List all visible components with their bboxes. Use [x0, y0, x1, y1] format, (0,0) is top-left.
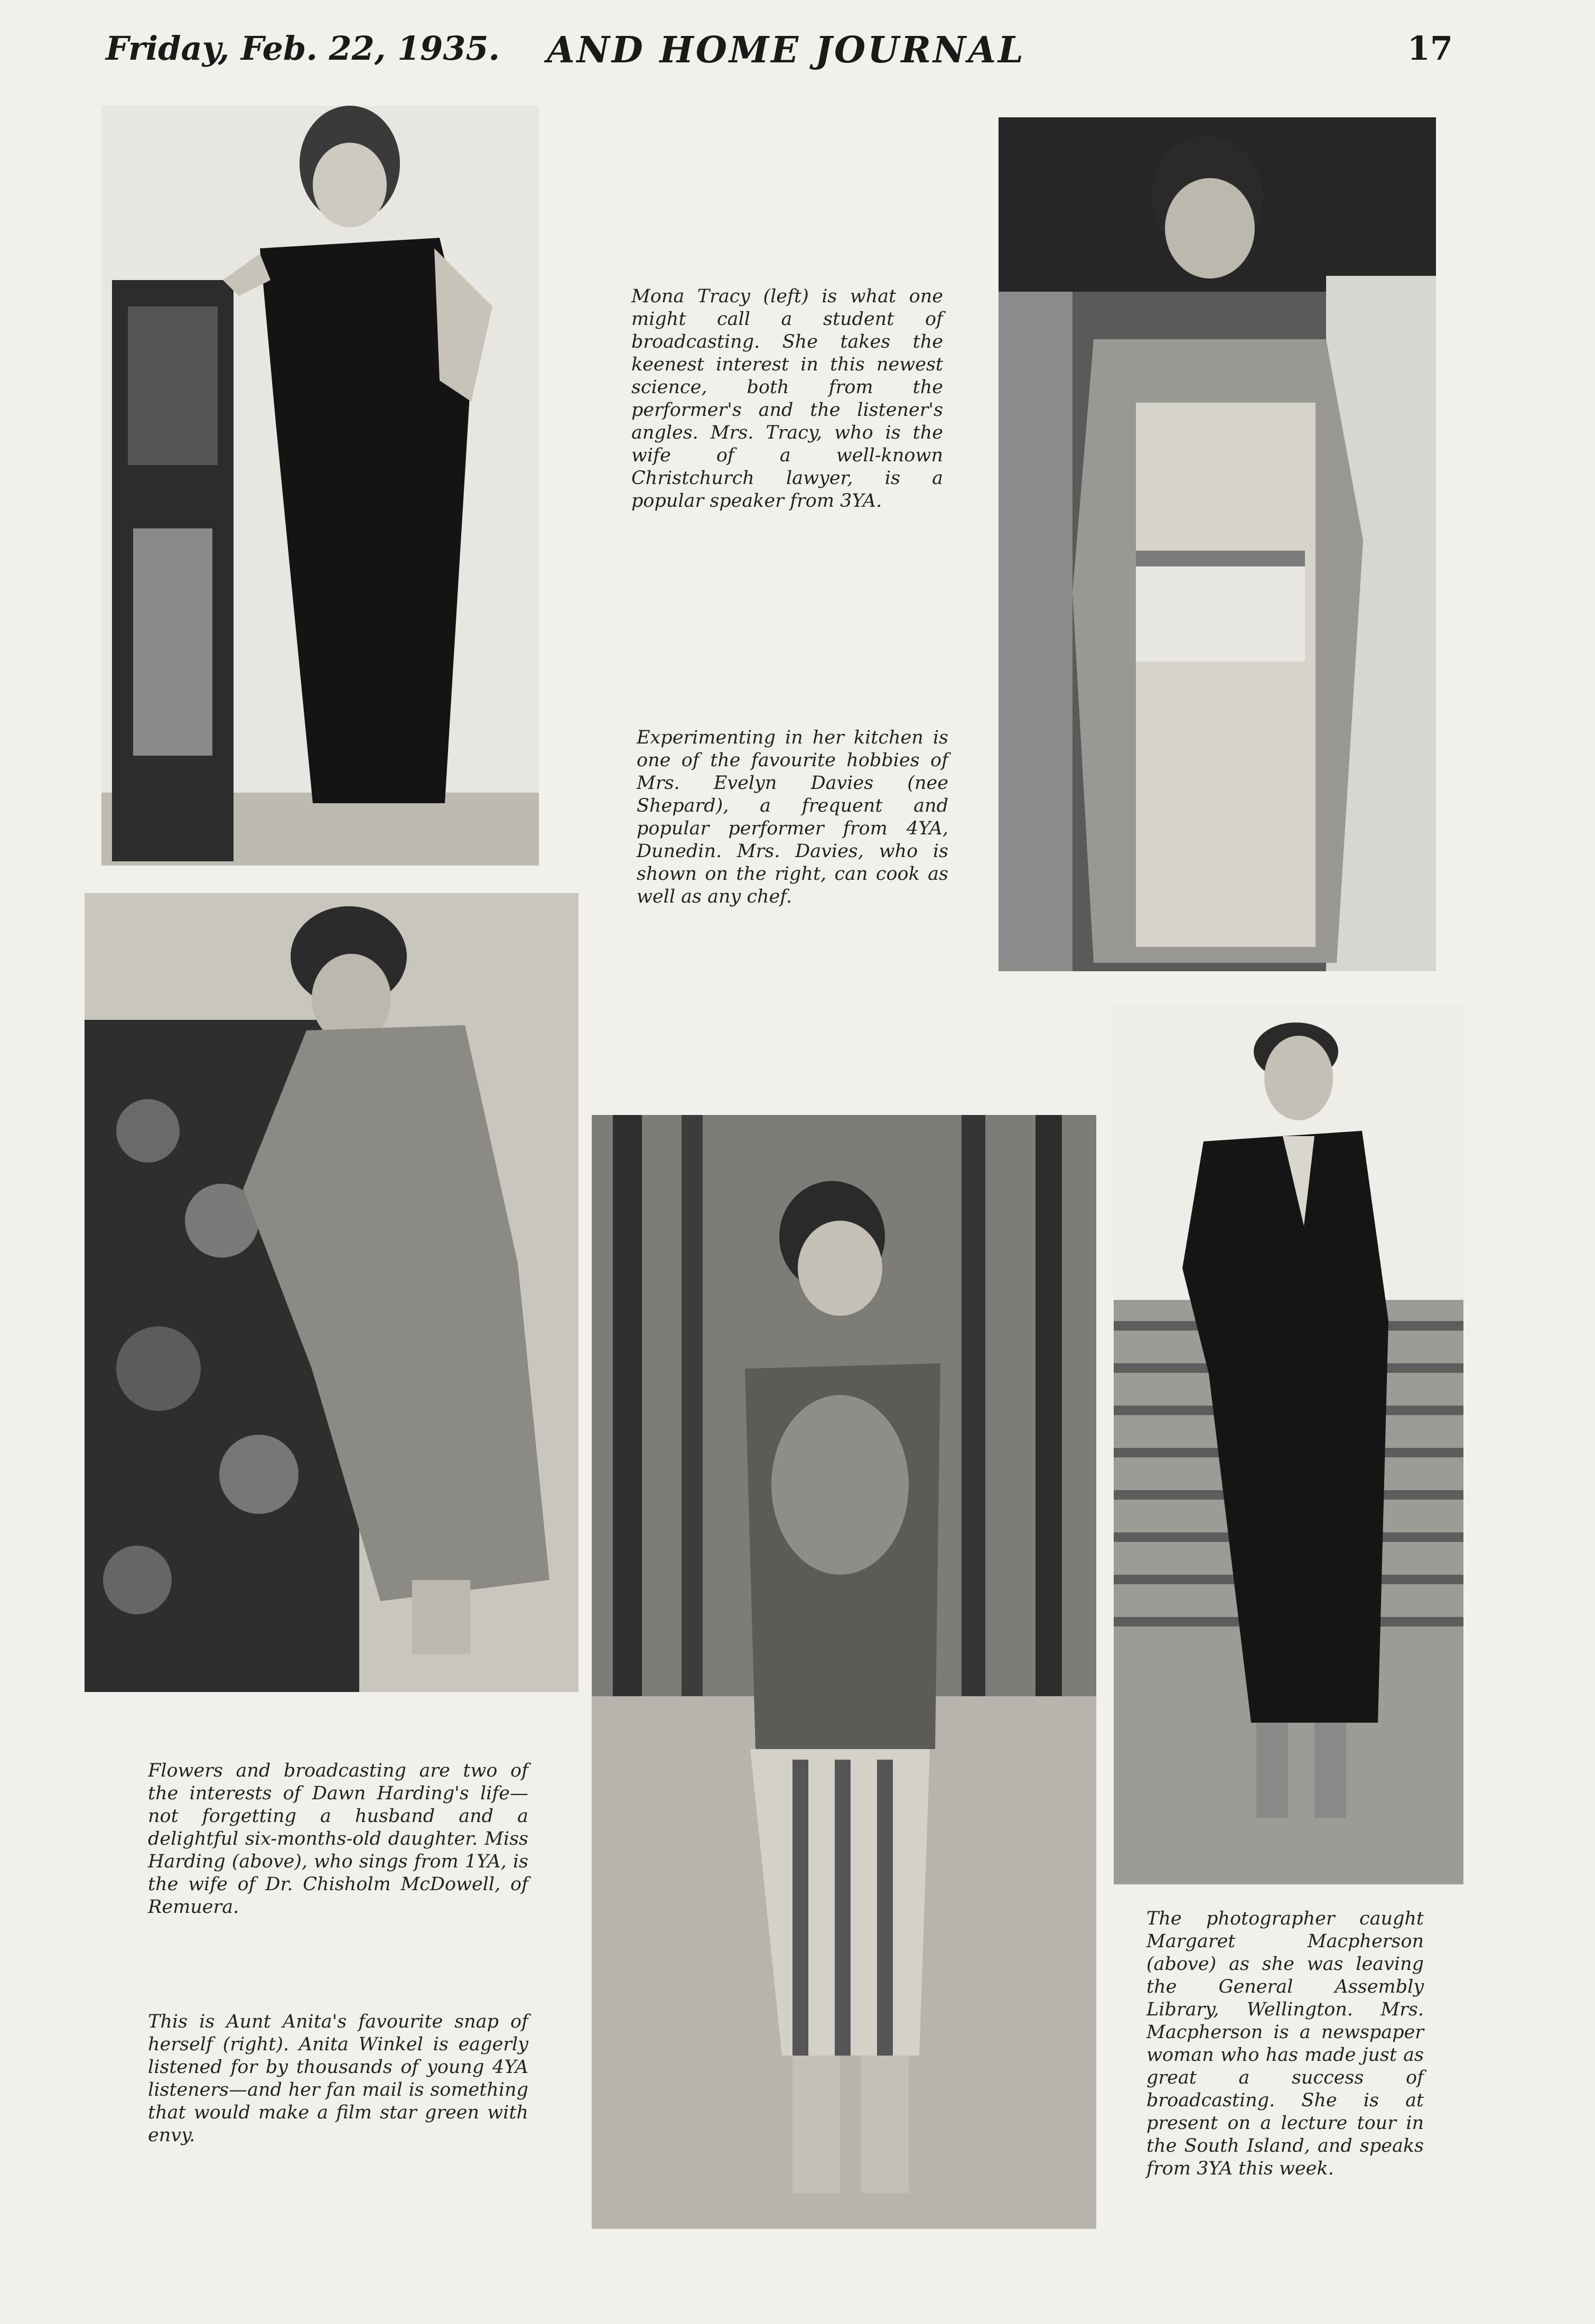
caption-text: The photographer caught Margaret Macpherson (above) as she was leaving the General Assembly Library, Wellington. Mrs. Macpherson is a newspaper woman who has made just as great a success of broadcasting. She is at present on a lecture tour in the South Island, and speaks from 3YA this week. — [1146, 1908, 1424, 2179]
caption-dawn-harding — [148, 1760, 528, 1919]
photo-margaret-macpherson — [1114, 1004, 1463, 1884]
issue-date: Friday, Feb. 22, 1935. — [106, 29, 500, 68]
caption-evelyn-davies — [637, 727, 948, 908]
caption-text: Flowers and broadcasting are two of the interests of Dawn Harding's life—not forgetting a husband and a delightful six-months-old daughter. Miss Harding (above), who sings from 1YA, is the wife of Dr. Chisholm McDowell, of Remuera. — [148, 1760, 528, 1918]
page-header — [106, 29, 1453, 87]
photo-aunt-anita — [592, 1115, 1096, 2229]
photo-dawn-harding — [85, 893, 579, 1692]
caption-margaret-macpherson — [1146, 1908, 1424, 2180]
caption-text: This is Aunt Anita's favourite snap of herself (right). Anita Winkel is eagerly listened for by thousands of young 4YA listeners—and her fan mail is something that would make a film star green with envy. — [148, 2011, 528, 2146]
caption-text: Mona Tracy (left) is what one might call a student of broadcasting. She takes the keenest interest in this newest science, both from the performer's and the listener's angles. Mrs. Tracy, who is the wife of a well-known Christchurch lawyer, is a popular speaker from 3YA. — [631, 286, 943, 512]
page-number: 17 — [1407, 29, 1453, 68]
caption-aunt-anita — [148, 2011, 528, 2147]
photo-evelyn-davies — [999, 117, 1436, 971]
journal-title: AND HOME JOURNAL — [547, 29, 1025, 71]
caption-mona-tracy — [631, 285, 943, 513]
photo-mona-tracy — [101, 106, 539, 866]
caption-text: Experimenting in her kitchen is one of the favourite hobbies of Mrs. Evelyn Davies (nee Shepard), a frequent and popular performer from 4YA, Dunedin. Mrs. Davies, who is shown on the right, can cook as well as any chef. — [637, 727, 948, 907]
